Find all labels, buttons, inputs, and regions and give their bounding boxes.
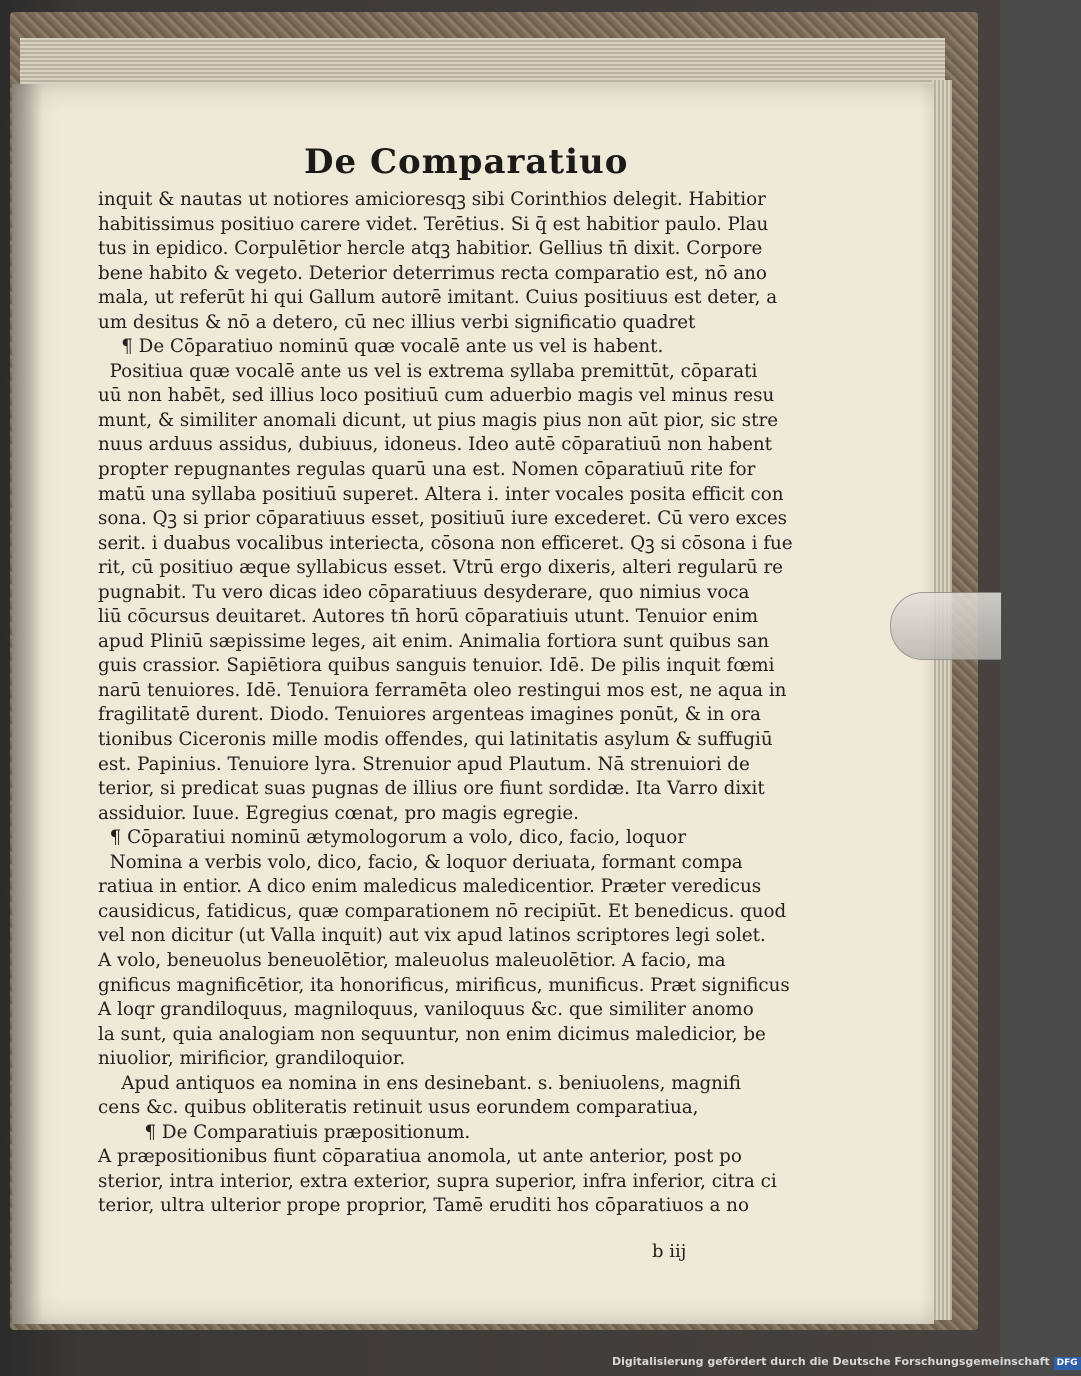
- text-line: ¶ De Cōparatiuo nominū quæ vocalē ante us vel is habent.: [98, 336, 664, 358]
- text-line: guis crassior. Sapiētiora quibus sanguis tenuior. Idē. De pilis inquit fœmi: [98, 655, 775, 677]
- dfg-logo: DFG: [1054, 1357, 1081, 1370]
- text-line: ¶ Cōparatiui nominū ætymologorum a volo, dico, facio, loquor: [98, 827, 687, 849]
- page-edges-top: [20, 38, 945, 88]
- text-line: mala, ut referūt hi qui Gallum autorē imitant. Cuius positiuus est deter, a: [98, 287, 778, 309]
- text-line: sterior, intra interior, extra exterior, supra superior, infra inferior, citra ci: [98, 1170, 777, 1192]
- text-line: Nomina a verbis volo, dico, facio, & loquor deriuata, formant compa: [98, 851, 743, 873]
- text-line: terior, si predicat suas pugnas de illius ore fiunt sordidæ. Ita Varro dixit: [98, 778, 765, 800]
- page-heading: De Comparatiuo: [304, 142, 629, 182]
- text-line: assiduior. Iuue. Egregius cœnat, pro magis egregie.: [98, 802, 579, 824]
- text-line: sona. Qꝫ si prior cōparatiuus esset, positiuū iure excederet. Cū vero exces: [98, 508, 788, 530]
- text-line: propter repugnantes regulas quarū una est. Nomen cōparatiuū rite for: [98, 459, 756, 481]
- text-line: cens &c. quibus obliteratis retinuit usus eorundem comparatiua,: [98, 1097, 699, 1119]
- text-line: gnificus magnificētior, ita honorificus, mirificus, munificus. Præt significus: [98, 974, 790, 996]
- text-line: niuolior, mirificior, grandiloquior.: [98, 1048, 406, 1070]
- digitization-credit: [612, 1355, 1078, 1371]
- text-line: liū cōcursus deuitaret. Autores tn̄ horū cōparatiuis utunt. Tenuior enim: [98, 606, 759, 628]
- text-line: tus in epidico. Corpulētior hercle atqꝫ habitior. Gellius tn̄ dixit. Corpore: [98, 238, 763, 260]
- text-line: causidicus, fatidicus, quæ comparationem nō recipiūt. Et benedicus. quod: [98, 900, 787, 922]
- text-line: la sunt, quia analogiam non sequuntur, non enim dicimus maledicior, be: [98, 1023, 766, 1045]
- text-line: um desitus & nō a detero, cū nec illius verbi significatio quadret: [98, 311, 696, 333]
- text-line: Positiua quæ vocalē ante us vel is extrema syllaba premittūt, cōparati: [98, 360, 758, 382]
- page-gutter-shadow: [12, 84, 42, 1324]
- text-line: fragilitatē durent. Diodo. Tenuiores argenteas imagines ponūt, & in ora: [98, 704, 761, 726]
- text-line: rit, cū positiuo æque syllabicus esset. Vtrū ergo dixeris, alteri regularū re: [98, 557, 784, 579]
- text-line: nuus arduus assidus, dubiuus, idoneus. Ideo autē cōparatiuū non habent: [98, 434, 773, 456]
- text-line: bene habito & vegeto. Deterior deterrimus recta comparatio est, nō ano: [98, 262, 767, 284]
- book-page: [12, 84, 934, 1324]
- credit-text: Digitalisierung gefördert durch die Deutsche Forschungsgemeinschaft: [612, 1355, 1050, 1368]
- text-line: narū tenuiores. Idē. Tenuiora ferramēta oleo restingui mos est, ne aqua in: [98, 679, 787, 701]
- text-line: apud Pliniū sæpissime leges, ait enim. Animalia fortiora sunt quibus san: [98, 630, 770, 652]
- page-clip: [890, 592, 1001, 660]
- text-line: ¶ De Comparatiuis præpositionum.: [98, 1121, 471, 1143]
- body-text: [98, 188, 793, 1219]
- text-line: A volo, beneuolus beneuolētior, maleuolus maleuolētior. A facio, ma: [98, 949, 726, 971]
- text-line: terior, ultra ulterior prope proprior, Tamē eruditi hos cōparatiuos a no: [98, 1195, 749, 1217]
- text-line: est. Papinius. Tenuiore lyra. Strenuior apud Plautum. Nā strenuiori de: [98, 753, 750, 775]
- text-line: A præpositionibus fiunt cōparatiua anomola, ut ante anterior, post po: [98, 1146, 742, 1168]
- text-line: pugnabit. Tu vero dicas ideo cōparatiuus desyderare, quo nimius voca: [98, 581, 750, 603]
- text-line: uū non habēt, sed illius loco positiuū cum aduerbio magis vel minus resu: [98, 385, 775, 407]
- signature-mark: b iij: [652, 1241, 687, 1262]
- text-line: serit. i duabus vocalibus interiecta, cōsona non efficeret. Qꝫ si cōsona i fue: [98, 532, 793, 554]
- text-line: Apud antiquos ea nomina in ens desinebant. s. beniuolens, magnifi: [98, 1072, 741, 1094]
- text-line: A loqr grandiloquus, magniloquus, vaniloquus &c. que similiter anomo: [98, 999, 754, 1021]
- text-line: matū una syllaba positiuū superet. Altera i. inter vocales posita efficit con: [98, 483, 784, 505]
- text-line: vel non dicitur (ut Valla inquit) aut vix apud latinos scriptores legi solet.: [98, 925, 766, 947]
- text-line: habitissimus positiuo carere videt. Terētius. Si q̄ est habitior paulo. Plau: [98, 213, 769, 235]
- page-edges-right: [932, 80, 952, 1320]
- text-line: tionibus Ciceronis mille modis offendes, qui latinitatis asylum & suffugiū: [98, 729, 773, 751]
- text-line: inquit & nautas ut notiores amicioresqꝫ sibi Corinthios delegit. Habitior: [98, 189, 766, 210]
- text-line: munt, & similiter anomali dicunt, ut pius magis pius non aūt pior, sic stre: [98, 409, 779, 431]
- text-line: ratiua in entior. A dico enim maledicus maledicentior. Præter veredicus: [98, 876, 762, 898]
